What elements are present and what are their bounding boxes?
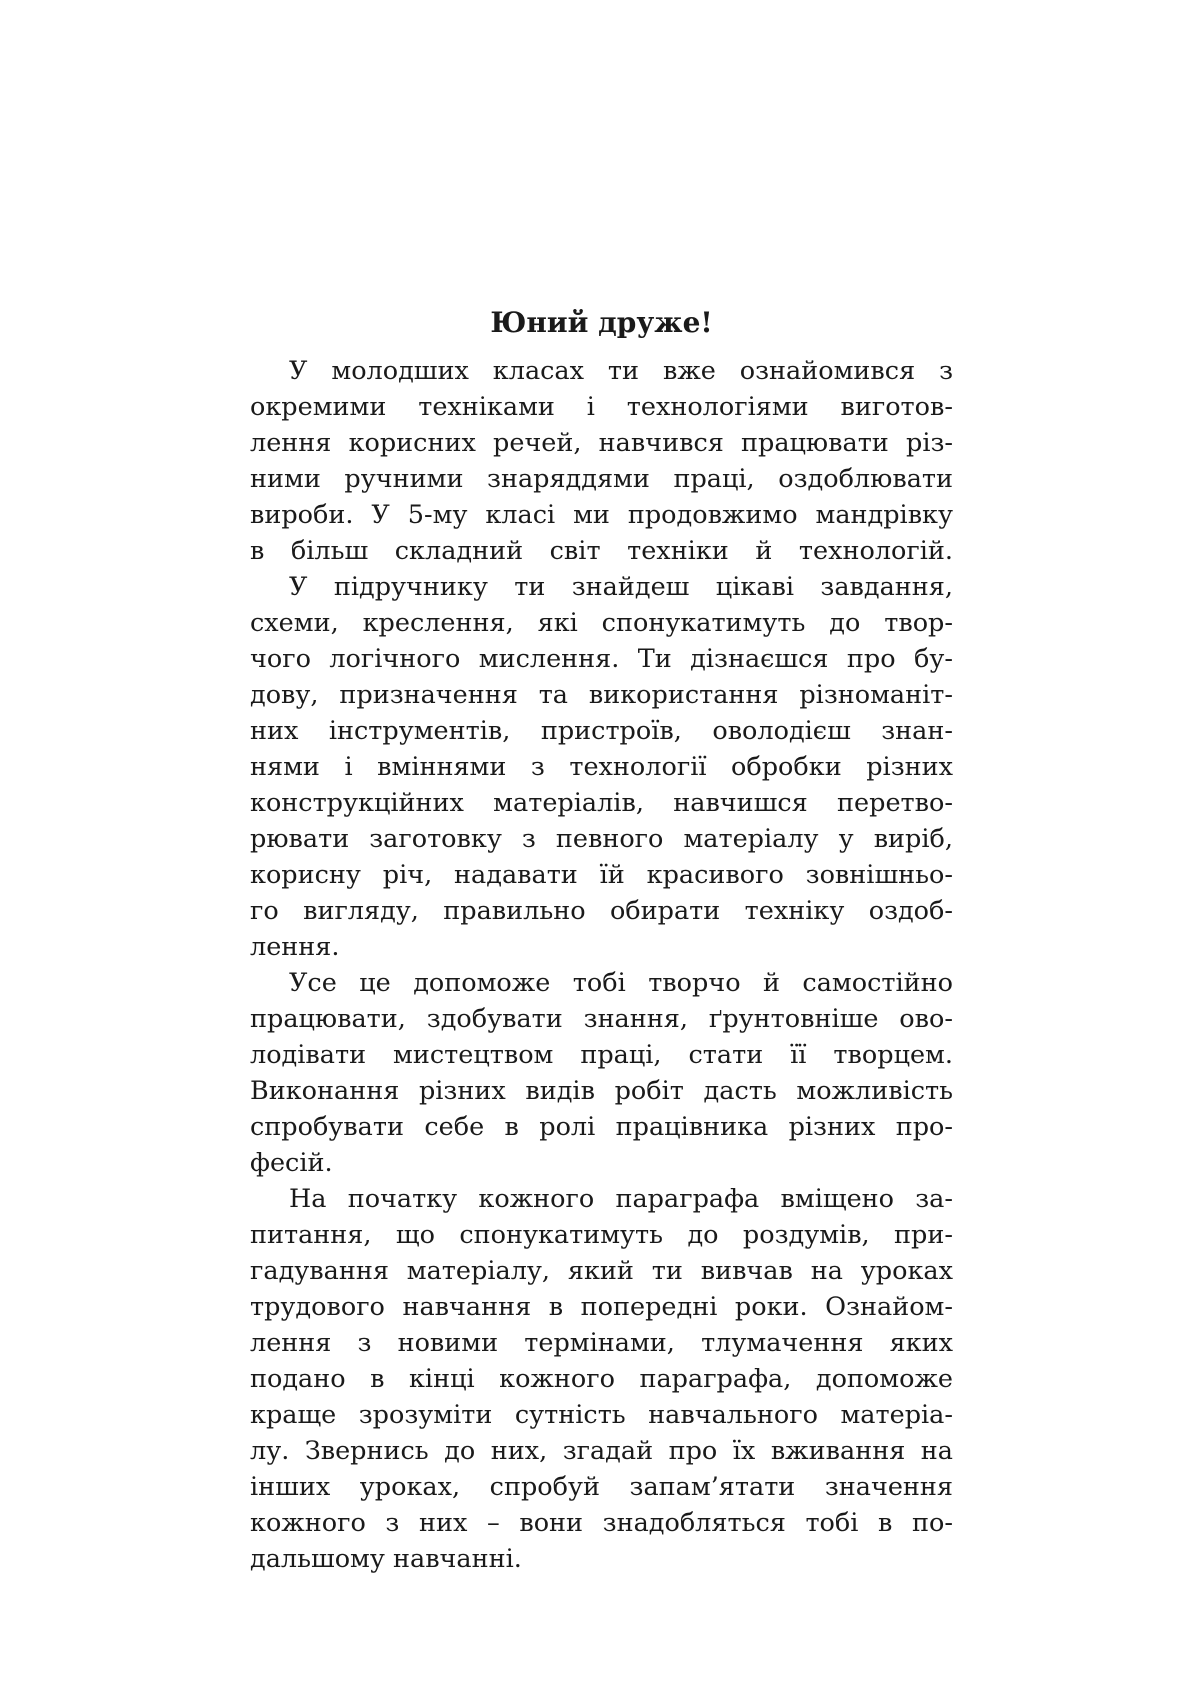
text-line: краще зрозуміти сутність навчального матеріа- (250, 1400, 953, 1430)
text-line: фесій. (250, 1148, 333, 1178)
text-line: чого логічного мислення. Ти дізнаєшся про бу- (250, 644, 953, 674)
text-line: них інструментів, пристроїв, оволодієш знан- (250, 716, 953, 746)
text-line: лодівати мистецтвом праці, стати її творцем. (250, 1040, 953, 1070)
text-line: працювати, здобувати знання, ґрунтовніше ово- (250, 1004, 953, 1034)
text-line: дову, призначення та використання різноманіт- (250, 680, 953, 710)
text-line: конструкційних матеріалів, навчишся перетво- (250, 788, 953, 818)
text-line: подано в кінці кожного параграфа, допоможе (250, 1364, 953, 1394)
text-line: вироби. У 5-му класі ми продовжимо мандрівку (250, 500, 953, 530)
text-line: лу. Звернись до них, згадай про їх вживання на (250, 1436, 953, 1466)
text-line: рювати заготовку з певного матеріалу у виріб, (250, 824, 953, 854)
text-line: схеми, креслення, які спонукатимуть до твор- (250, 608, 953, 638)
page-title: Юний друже! (490, 306, 713, 339)
text-line: окремими техніками і технологіями виготов- (250, 392, 953, 422)
text-line: трудового навчання в попередні роки. Ознайом- (250, 1292, 953, 1322)
text-line: У підручнику ти знайдеш цікаві завдання, (289, 572, 953, 602)
text-line: ними ручними знаряддями праці, оздоблювати (250, 464, 953, 494)
text-line: Усе це допоможе тобі творчо й самостійно (289, 968, 953, 998)
text-line: інших уроках, спробуй запам’ятати значення (250, 1472, 953, 1502)
text-line: в більш складний світ техніки й технологій. (250, 536, 953, 566)
text-line: нями і вміннями з технології обробки різних (250, 752, 953, 782)
text-line: дальшому навчанні. (250, 1544, 522, 1574)
text-line: лення. (250, 932, 340, 962)
text-line: Виконання різних видів робіт дасть можливість (250, 1076, 953, 1106)
text-line: На початку кожного параграфа вміщено за- (289, 1184, 953, 1214)
text-line: У молодших класах ти вже ознайомився з (289, 356, 953, 386)
text-line: спробувати себе в ролі працівника різних про- (250, 1112, 953, 1142)
text-line: кожного з них – вони знадобляться тобі в по- (250, 1508, 953, 1538)
text-line: лення з новими термінами, тлумачення яких (250, 1328, 953, 1358)
text-line: лення корисних речей, навчився працювати різ- (250, 428, 953, 458)
text-line: корисну річ, надавати їй красивого зовнішньо- (250, 860, 953, 890)
text-line: го вигляду, правильно обирати техніку оздоб- (250, 896, 953, 926)
text-line: гадування матеріалу, який ти вивчав на уроках (250, 1256, 953, 1286)
text-line: питання, що спонукатимуть до роздумів, при- (250, 1220, 953, 1250)
